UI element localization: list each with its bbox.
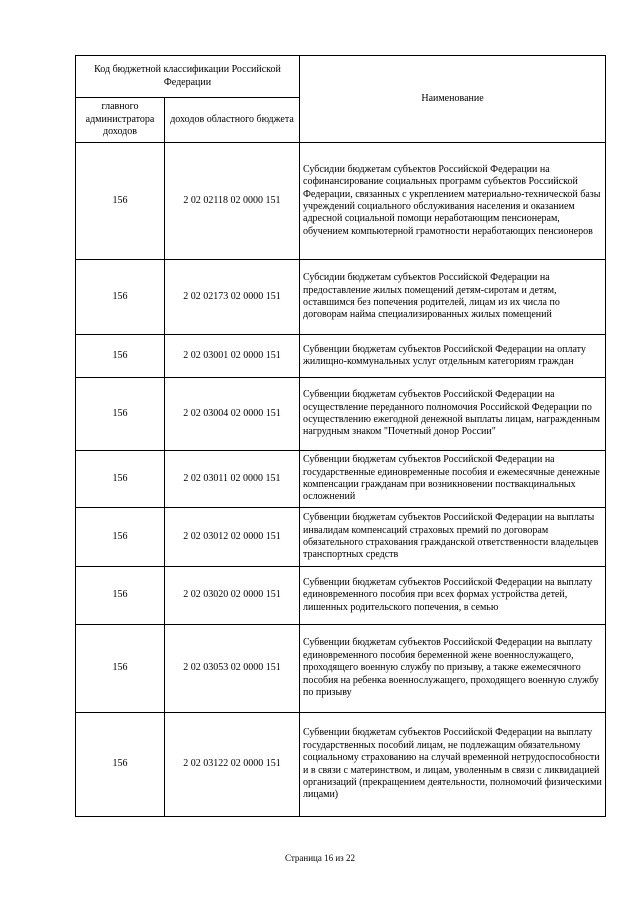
name-cell: Субсидии бюджетам субъектов Российской Федерации на софинансирование социальных программ субъектов Российской Федерации, связанных с укреплением материально-технической базы учреждений социального обслуживания населения и оказанием адресной социальной помощи неработающим пенсионерам, обучением компьютерной грамотности неработающих пенсионеров	[300, 143, 606, 260]
name-cell: Субвенции бюджетам субъектов Российской Федерации на выплату единовременного пособия при всех формах устройства детей, лишенных родительского попечения, в семью	[300, 567, 606, 625]
name-cell: Субвенции бюджетам субъектов Российской Федерации на выплату единовременного пособия беременной жене военнослужащего, проходящего военную службу по призыву, а также ежемесячного пособия на ребенка военнослужащего, проходящего военную службу по призыву	[300, 625, 606, 713]
name-cell: Субвенции бюджетам субъектов Российской Федерации на оплату жилищно-коммунальных услуг отдельным категориям граждан	[300, 335, 606, 378]
admin-code-cell: 156	[76, 451, 165, 508]
name-cell: Субвенции бюджетам субъектов Российской Федерации на осуществление переданного полномочия Российской Федерации по осуществлению ежегодной денежной выплаты лицам, награжденным нагрудным знаком "Почетный донор России"	[300, 378, 606, 451]
budget-code-cell: 2 02 03012 02 0000 151	[165, 508, 300, 567]
name-cell: Субсидии бюджетам субъектов Российской Федерации на предоставление жилых помещений детям-сиротам и детям, оставшимся без попечения родителей, лицам из их числа по договорам найма специализированных жилых помещений	[300, 260, 606, 335]
admin-code-cell: 156	[76, 378, 165, 451]
header-admin: главного администратора доходов	[76, 98, 165, 143]
header-group-label: Код бюджетной классификации Российской Федерации	[76, 56, 300, 98]
table-row	[76, 451, 606, 508]
admin-code-cell: 156	[76, 260, 165, 335]
budget-classification-table	[75, 55, 606, 817]
budget-code-cell: 2 02 03004 02 0000 151	[165, 378, 300, 451]
table-row	[76, 625, 606, 713]
table-row	[76, 378, 606, 451]
name-cell: Субвенции бюджетам субъектов Российской Федерации на государственные единовременные пособия и ежемесячные денежные компенсации гражданам при возникновении поствакцинальных осложнений	[300, 451, 606, 508]
page-number: Страница 16 из 22	[285, 853, 355, 863]
name-cell: Субвенции бюджетам субъектов Российской Федерации на выплаты инвалидам компенсаций страховых премий по договорам обязательного страхования гражданской ответственности владельцев транспортных средств	[300, 508, 606, 567]
admin-code-cell: 156	[76, 625, 165, 713]
admin-code-cell: 156	[76, 143, 165, 260]
admin-code-cell: 156	[76, 335, 165, 378]
budget-code-cell: 2 02 03011 02 0000 151	[165, 451, 300, 508]
admin-code-cell: 156	[76, 567, 165, 625]
table-row	[76, 260, 606, 335]
budget-code-cell: 2 02 02118 02 0000 151	[165, 143, 300, 260]
table-row	[76, 508, 606, 567]
budget-code-cell: 2 02 02173 02 0000 151	[165, 260, 300, 335]
budget-code-cell: 2 02 03053 02 0000 151	[165, 625, 300, 713]
table-row	[76, 335, 606, 378]
table-header	[76, 56, 606, 143]
admin-code-cell: 156	[76, 713, 165, 817]
budget-code-cell: 2 02 03020 02 0000 151	[165, 567, 300, 625]
name-cell: Субвенции бюджетам субъектов Российской Федерации на выплату государственных пособий лицам, не подлежащим обязательному социальному страхованию на случай временной нетрудоспособности и в связи с материнством, и лицам, уволенным в связи с ликвидацией организаций (прекращением деятельности, полномочий физическими лицами)	[300, 713, 606, 817]
header-code: доходов областного бюджета	[165, 98, 300, 143]
table-body	[76, 143, 606, 817]
table-row	[76, 143, 606, 260]
admin-code-cell: 156	[76, 508, 165, 567]
header-name: Наименование	[300, 56, 606, 143]
table-row	[76, 713, 606, 817]
budget-code-cell: 2 02 03122 02 0000 151	[165, 713, 300, 817]
budget-code-cell: 2 02 03001 02 0000 151	[165, 335, 300, 378]
table-row	[76, 567, 606, 625]
